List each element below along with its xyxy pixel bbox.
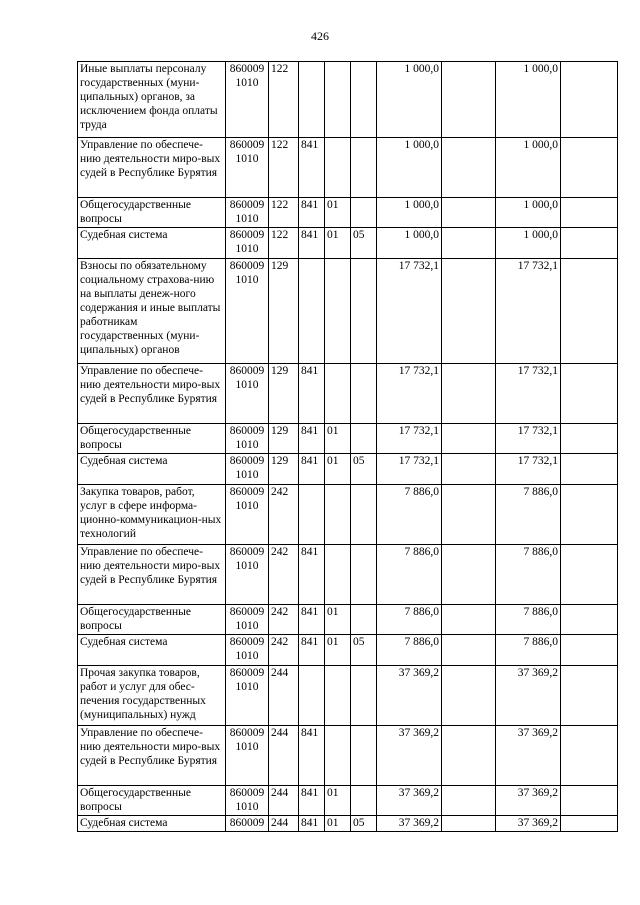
administrator-code-cell: 841	[299, 635, 325, 666]
section-cell	[325, 485, 351, 545]
administrator-code-cell: 841	[299, 816, 325, 832]
empty-cell	[442, 485, 496, 545]
amount-cell: 17 732,1	[377, 364, 442, 424]
amount-cell: 1 000,0	[496, 62, 561, 138]
target-article-cell: 860009 1010	[226, 635, 269, 666]
amount-cell: 7 886,0	[377, 485, 442, 545]
empty-cell	[442, 545, 496, 605]
table-row	[78, 485, 618, 545]
budget-table	[77, 61, 618, 832]
empty-cell	[442, 635, 496, 666]
target-article-cell: 860009 1010	[226, 726, 269, 786]
table-row	[78, 228, 618, 259]
administrator-code-cell	[299, 485, 325, 545]
amount-cell: 37 369,2	[496, 786, 561, 816]
row-name-cell: Общегосударственные вопросы	[78, 605, 226, 635]
administrator-code-cell	[299, 666, 325, 726]
administrator-code-cell: 841	[299, 364, 325, 424]
empty-cell	[442, 816, 496, 832]
empty-cell	[561, 786, 618, 816]
amount-cell: 17 732,1	[377, 424, 442, 454]
subsection-cell	[351, 726, 377, 786]
amount-cell: 17 732,1	[496, 424, 561, 454]
administrator-code-cell: 841	[299, 138, 325, 198]
amount-cell: 1 000,0	[377, 138, 442, 198]
row-name-cell: Общегосударственные вопросы	[78, 786, 226, 816]
expense-type-cell: 242	[269, 635, 299, 666]
administrator-code-cell: 841	[299, 454, 325, 485]
row-name-cell: Управление по обеспече-нию деятельности миро-вых судей в Республике Бурятия	[78, 138, 226, 198]
target-article-cell: 860009 1010	[226, 666, 269, 726]
administrator-code-cell: 841	[299, 228, 325, 259]
empty-cell	[561, 485, 618, 545]
empty-cell	[561, 454, 618, 485]
table-row	[78, 635, 618, 666]
administrator-code-cell: 841	[299, 545, 325, 605]
target-article-cell: 860009 1010	[226, 786, 269, 816]
empty-cell	[442, 138, 496, 198]
amount-cell: 7 886,0	[377, 545, 442, 605]
administrator-code-cell: 841	[299, 198, 325, 228]
section-cell: 01	[325, 228, 351, 259]
target-article-cell: 860009 1010	[226, 198, 269, 228]
administrator-code-cell: 841	[299, 726, 325, 786]
subsection-cell	[351, 485, 377, 545]
section-cell	[325, 62, 351, 138]
target-article-cell: 860009 1010	[226, 545, 269, 605]
administrator-code-cell: 841	[299, 786, 325, 816]
page-number: 426	[311, 29, 329, 43]
section-cell: 01	[325, 786, 351, 816]
subsection-cell	[351, 545, 377, 605]
section-cell: 01	[325, 635, 351, 666]
amount-cell: 17 732,1	[377, 454, 442, 485]
subsection-cell: 05	[351, 635, 377, 666]
table-row	[78, 816, 618, 832]
subsection-cell	[351, 605, 377, 635]
empty-cell	[561, 228, 618, 259]
table-row	[78, 605, 618, 635]
amount-cell: 37 369,2	[377, 816, 442, 832]
section-cell: 01	[325, 816, 351, 832]
empty-cell	[442, 666, 496, 726]
table-row	[78, 62, 618, 138]
expense-type-cell: 244	[269, 816, 299, 832]
empty-cell	[561, 545, 618, 605]
section-cell	[325, 138, 351, 198]
amount-cell: 1 000,0	[496, 198, 561, 228]
amount-cell: 1 000,0	[496, 228, 561, 259]
empty-cell	[442, 454, 496, 485]
amount-cell: 37 369,2	[496, 726, 561, 786]
subsection-cell	[351, 786, 377, 816]
row-name-cell: Управление по обеспече-нию деятельности миро-вых судей в Республике Бурятия	[78, 364, 226, 424]
subsection-cell	[351, 424, 377, 454]
expense-type-cell: 129	[269, 259, 299, 364]
subsection-cell	[351, 259, 377, 364]
table-row	[78, 726, 618, 786]
table-row	[78, 138, 618, 198]
section-cell	[325, 666, 351, 726]
empty-cell	[561, 138, 618, 198]
target-article-cell: 860009 1010	[226, 364, 269, 424]
table-row	[78, 198, 618, 228]
row-name-cell: Судебная система	[78, 454, 226, 485]
amount-cell: 37 369,2	[377, 786, 442, 816]
empty-cell	[442, 259, 496, 364]
empty-cell	[561, 816, 618, 832]
table-row	[78, 259, 618, 364]
section-cell: 01	[325, 454, 351, 485]
row-name-cell: Управление по обеспече-нию деятельности миро-вых судей в Республике Бурятия	[78, 726, 226, 786]
section-cell	[325, 259, 351, 364]
amount-cell: 7 886,0	[377, 605, 442, 635]
amount-cell: 37 369,2	[377, 666, 442, 726]
empty-cell	[561, 424, 618, 454]
table-row	[78, 545, 618, 605]
expense-type-cell: 244	[269, 666, 299, 726]
row-name-cell: Судебная система	[78, 228, 226, 259]
table-row	[78, 454, 618, 485]
amount-cell: 17 732,1	[496, 259, 561, 364]
amount-cell: 7 886,0	[377, 635, 442, 666]
amount-cell: 37 369,2	[496, 816, 561, 832]
expense-type-cell: 129	[269, 364, 299, 424]
target-article-cell: 860009 1010	[226, 454, 269, 485]
target-article-cell: 860009 1010	[226, 62, 269, 138]
subsection-cell	[351, 666, 377, 726]
subsection-cell	[351, 62, 377, 138]
table-row	[78, 424, 618, 454]
administrator-code-cell: 841	[299, 424, 325, 454]
empty-cell	[442, 364, 496, 424]
target-article-cell: 860009 1010	[226, 424, 269, 454]
row-name-cell: Общегосударственные вопросы	[78, 198, 226, 228]
empty-cell	[442, 198, 496, 228]
section-cell	[325, 364, 351, 424]
empty-cell	[442, 424, 496, 454]
empty-cell	[561, 666, 618, 726]
section-cell: 01	[325, 424, 351, 454]
expense-type-cell: 122	[269, 62, 299, 138]
subsection-cell: 05	[351, 228, 377, 259]
table-row	[78, 786, 618, 816]
row-name-cell: Судебная система	[78, 816, 226, 832]
amount-cell: 37 369,2	[496, 666, 561, 726]
subsection-cell	[351, 198, 377, 228]
empty-cell	[442, 726, 496, 786]
administrator-code-cell: 841	[299, 605, 325, 635]
empty-cell	[442, 62, 496, 138]
empty-cell	[561, 198, 618, 228]
subsection-cell: 05	[351, 816, 377, 832]
expense-type-cell: 122	[269, 228, 299, 259]
row-name-cell: Управление по обеспече-нию деятельности миро-вых судей в Республике Бурятия	[78, 545, 226, 605]
empty-cell	[442, 786, 496, 816]
amount-cell: 17 732,1	[496, 454, 561, 485]
row-name-cell: Судебная система	[78, 635, 226, 666]
expense-type-cell: 129	[269, 454, 299, 485]
empty-cell	[561, 635, 618, 666]
empty-cell	[561, 605, 618, 635]
subsection-cell: 05	[351, 454, 377, 485]
expense-type-cell: 244	[269, 726, 299, 786]
empty-cell	[442, 228, 496, 259]
section-cell	[325, 726, 351, 786]
target-article-cell: 860009 1010	[226, 605, 269, 635]
empty-cell	[561, 726, 618, 786]
empty-cell	[561, 62, 618, 138]
empty-cell	[442, 605, 496, 635]
subsection-cell	[351, 138, 377, 198]
administrator-code-cell	[299, 259, 325, 364]
expense-type-cell: 242	[269, 545, 299, 605]
target-article-cell: 860009 1010	[226, 228, 269, 259]
empty-cell	[561, 364, 618, 424]
target-article-cell: 860009 1010	[226, 259, 269, 364]
expense-type-cell: 122	[269, 198, 299, 228]
amount-cell: 7 886,0	[496, 605, 561, 635]
expense-type-cell: 242	[269, 605, 299, 635]
row-name-cell: Общегосударственные вопросы	[78, 424, 226, 454]
subsection-cell	[351, 364, 377, 424]
row-name-cell: Иные выплаты персоналу государственных (муни-ципальных) органов, за исключением фонда оплаты труда	[78, 62, 226, 138]
amount-cell: 1 000,0	[496, 138, 561, 198]
amount-cell: 17 732,1	[377, 259, 442, 364]
target-article-cell: 860009 1010	[226, 138, 269, 198]
row-name-cell: Взносы по обязательному социальному страхова-нию на выплаты денеж-ного содержания и иные выплаты работникам государственных (муни-ципальных) органов	[78, 259, 226, 364]
target-article-cell: 860009 1010	[226, 485, 269, 545]
amount-cell: 7 886,0	[496, 545, 561, 605]
empty-cell	[561, 259, 618, 364]
expense-type-cell: 244	[269, 786, 299, 816]
table-row	[78, 364, 618, 424]
target-article-cell: 860009	[226, 816, 269, 832]
section-cell	[325, 545, 351, 605]
amount-cell: 17 732,1	[496, 364, 561, 424]
expense-type-cell: 242	[269, 485, 299, 545]
row-name-cell: Закупка товаров, работ, услуг в сфере информа-ционно-коммуникацион-ных технологий	[78, 485, 226, 545]
amount-cell: 1 000,0	[377, 62, 442, 138]
expense-type-cell: 129	[269, 424, 299, 454]
administrator-code-cell	[299, 62, 325, 138]
amount-cell: 7 886,0	[496, 485, 561, 545]
table-row	[78, 666, 618, 726]
section-cell: 01	[325, 198, 351, 228]
section-cell: 01	[325, 605, 351, 635]
expense-type-cell: 122	[269, 138, 299, 198]
row-name-cell: Прочая закупка товаров, работ и услуг для обес-печения государственных (муниципальных) нужд	[78, 666, 226, 726]
amount-cell: 7 886,0	[496, 635, 561, 666]
amount-cell: 1 000,0	[377, 198, 442, 228]
amount-cell: 37 369,2	[377, 726, 442, 786]
amount-cell: 1 000,0	[377, 228, 442, 259]
